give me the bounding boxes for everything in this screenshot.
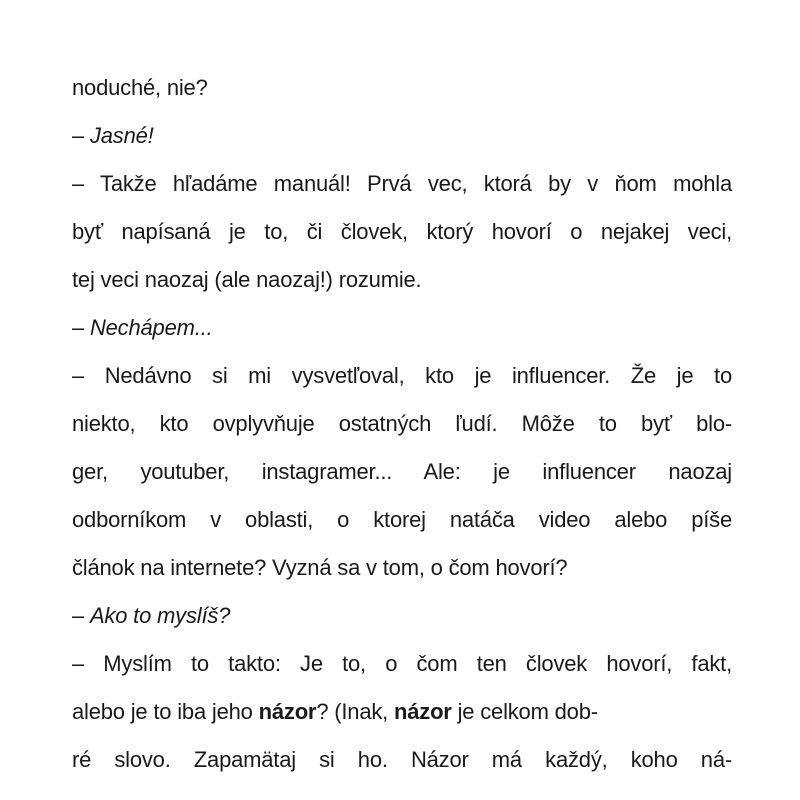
dialogue-line	[72, 304, 732, 352]
bold-term: názor	[394, 699, 452, 724]
text-line-mixed	[72, 688, 732, 736]
text-line: ré slovo. Zapamätaj si ho. Názor má každý, koho ná-	[72, 747, 732, 772]
bold-term: názor	[258, 699, 317, 724]
italic-text: Ako to myslíš?	[89, 603, 231, 628]
text-line: byť napísaná je to, či človek, ktorý hovorí o nejakej veci,	[72, 219, 732, 244]
text-line: – Takže hľadáme manuál! Prvá vec, ktorá by v ňom mohla	[72, 171, 732, 196]
text-line: – Myslím to takto: Je to, o čom ten človek hovorí, fakt,	[72, 651, 732, 676]
text-line: – Nedávno si mi vysvetľoval, kto je influencer. Že je to	[72, 363, 732, 388]
text-segment: je celkom dob-	[451, 699, 598, 724]
dialogue-dash: –	[72, 315, 90, 340]
text-line: ger, youtuber, instagramer... Ale: je influencer naozaj	[72, 459, 732, 484]
text-line: niekto, kto ovplyvňuje ostatných ľudí. Môže to byť blo-	[72, 411, 732, 436]
dialogue-dash: –	[72, 123, 90, 148]
text-line: noduché, nie?	[72, 75, 208, 100]
text-line: odborníkom v oblasti, o ktorej natáča video alebo píše	[72, 507, 732, 532]
text-segment: ? (Inak,	[316, 699, 394, 724]
dialogue-line	[72, 592, 732, 640]
text-segment: alebo je to iba jeho	[72, 699, 259, 724]
text-line: článok na internete? Vyzná sa v tom, o čom hovorí?	[72, 555, 568, 580]
dialogue-line	[72, 112, 732, 160]
italic-text: Nechápem...	[89, 315, 213, 340]
dialogue-dash: –	[72, 603, 90, 628]
italic-text: Jasné!	[89, 123, 154, 148]
text-line: tej veci naozaj (ale naozaj!) rozumie.	[72, 267, 422, 292]
document-page	[72, 64, 732, 784]
